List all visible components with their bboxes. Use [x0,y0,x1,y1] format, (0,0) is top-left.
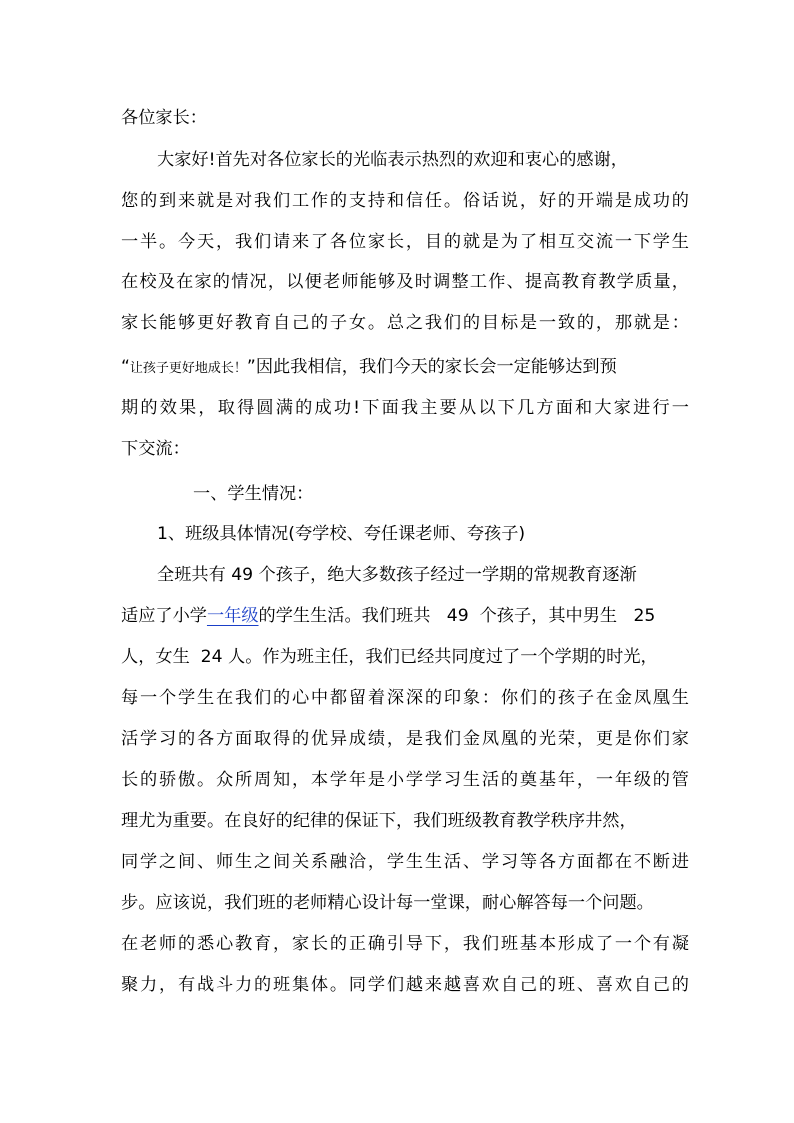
subsection-heading: 1、班级具体情况(夸学校、夸任课老师、夸孩子) [157,524,526,544]
grade-one-link[interactable]: 一年级 [206,606,259,626]
paragraph-line: 一半。今天，我们请来了各位家长，目的就是为了相互交流一下学生 [121,232,689,252]
paragraph-line: 每一个学生在我们的心中都留着深深的印象：你们的孩子在金凤凰生 [121,688,689,708]
paragraph-line: 聚力，有战斗力的班集体。同学们越来越喜欢自己的班、喜欢自己的 [121,975,689,995]
link-line-after: 的学生生活。我们班共 49 个孩子，其中男生 25 [258,606,656,626]
open-quote: “ [121,357,130,377]
paragraph-line: 在校及在家的情况，以便老师能够及时调整工作、提高教育教学质量， [121,272,689,292]
paragraph-line: 您的到来就是对我们工作的支持和信任。俗话说，好的开端是成功的 [121,191,689,211]
link-line-before: 适应了小学 [121,606,207,626]
paragraph-line: 人，女生 24 人。作为班主任，我们已经共同度过了一个学期的时光， [121,647,658,667]
close-quote: ” [246,357,256,377]
section-heading: 一、学生情况： [193,484,314,504]
paragraph-line: 在老师的悉心教育，家长的正确引导下，我们班基本形成了一个有凝 [121,934,689,954]
quote-text: 让孩子更好地成长！ [129,361,247,376]
paragraph-line: 全班共有 49 个孩子，绝大多数孩子经过一学期的常规教育逐渐 [157,565,637,585]
quote-line-rest: 因此我相信，我们今天的家长会一定能够达到预 [255,357,617,377]
paragraph-line: 活学习的各方面取得的优异成绩，是我们金凤凰的光荣，更是你们家 [121,729,689,749]
paragraph-line: 期的效果，取得圆满的成功!下面我主要从以下几方面和大家进行一 [121,398,689,418]
quote-line [121,355,617,379]
paragraph-line: 同学之间、师生之间关系融洽，学生生活、学习等各方面都在不断进 [121,852,689,872]
paragraph-line: 下交流： [121,439,190,459]
paragraph-line-with-link [121,604,655,628]
paragraph-line: 长的骄傲。众所周知，本学年是小学学习生活的奠基年，一年级的管 [121,770,689,790]
salutation: 各位家长： [121,108,207,128]
paragraph-line: 理尤为重要。在良好的纪律的保证下，我们班级教育教学秩序井然， [121,811,637,831]
paragraph-line: 家长能够更好教育自己的子女。总之我们的目标是一致的，那就是： [121,313,689,333]
paragraph-line: 步。应该说，我们班的老师精心设计每一堂课，耐心解答每一个问题。 [121,893,654,913]
paragraph-line: 大家好!首先对各位家长的光临表示热烈的欢迎和衷心的感谢， [157,150,628,170]
